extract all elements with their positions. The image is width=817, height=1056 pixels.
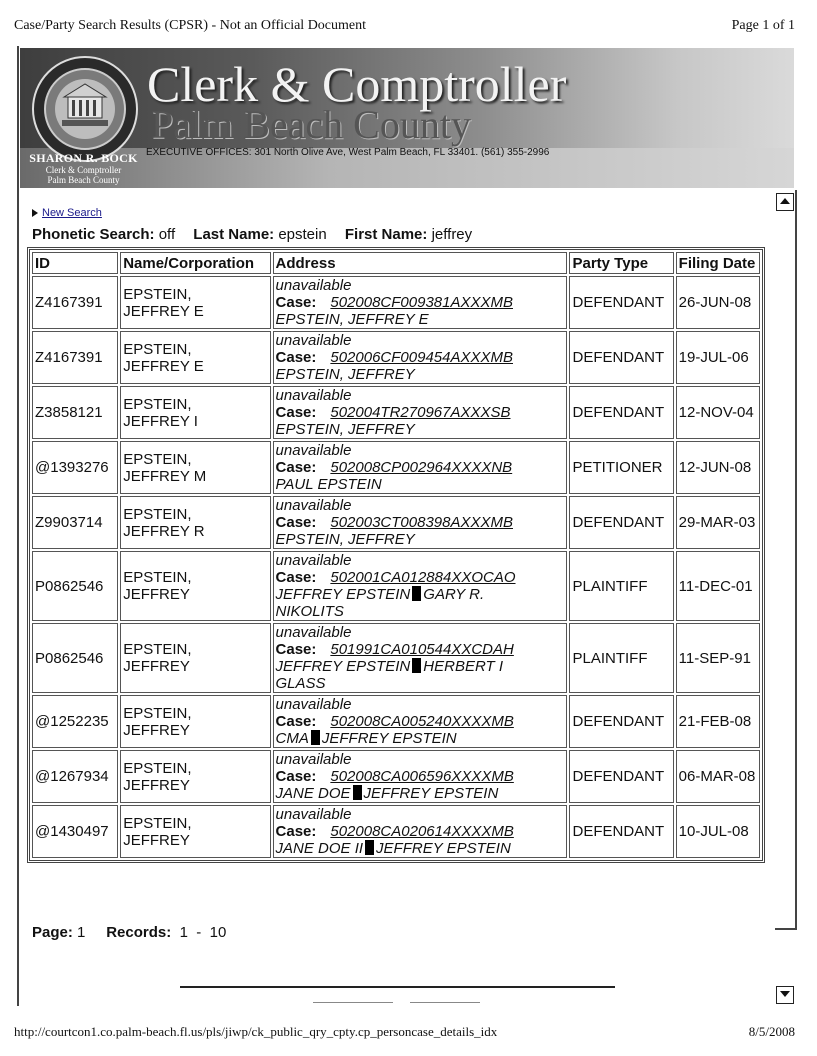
table-row bbox=[32, 496, 760, 549]
table-header-row bbox=[32, 252, 760, 274]
redaction-mark bbox=[412, 586, 421, 601]
case-style-part: JEFFREY EPSTEIN bbox=[321, 730, 457, 747]
name-first: JEFFREY bbox=[123, 776, 190, 794]
case-label: Case: bbox=[275, 514, 317, 531]
case-label: Case: bbox=[275, 713, 317, 730]
page-value: 1 bbox=[77, 924, 86, 941]
case-number-link[interactable]: 502001CA012884XXOCAO bbox=[330, 569, 516, 586]
table-row bbox=[32, 276, 760, 329]
cell-id: Z4167391 bbox=[32, 276, 118, 329]
frame-left-border bbox=[17, 46, 19, 1006]
last-name-label: Last Name: bbox=[193, 226, 275, 243]
case-style-part: JEFFREY EPSTEIN bbox=[376, 840, 511, 857]
cell-id: @1252235 bbox=[32, 695, 118, 748]
redaction-mark bbox=[311, 730, 320, 745]
name-last: EPSTEIN, bbox=[123, 569, 192, 586]
last-name-value: epstein bbox=[278, 226, 327, 243]
phonetic-label: Phonetic Search: bbox=[32, 226, 155, 243]
cell-party-type: DEFENDANT bbox=[569, 496, 673, 549]
name-last: EPSTEIN, bbox=[123, 450, 192, 468]
frame-right-corner bbox=[775, 928, 797, 930]
cell-party-type: PLAINTIFF bbox=[569, 623, 673, 693]
cell-address bbox=[273, 331, 568, 384]
name-first: JEFFREY E bbox=[123, 302, 204, 320]
cell-id: @1267934 bbox=[32, 750, 118, 803]
case-number-link[interactable]: 502004TR270967AXXXSB bbox=[330, 404, 511, 421]
header-address: Address bbox=[273, 252, 568, 274]
records-separator: - bbox=[196, 924, 202, 941]
table-row bbox=[32, 331, 760, 384]
first-name-label: First Name: bbox=[344, 226, 428, 243]
case-style-part: GARY R. bbox=[423, 586, 485, 603]
redaction-mark bbox=[412, 658, 421, 673]
name-last: EPSTEIN, bbox=[123, 814, 192, 832]
search-criteria bbox=[32, 226, 472, 243]
case-style-part: NIKOLITS bbox=[275, 603, 344, 620]
case-label: Case: bbox=[275, 823, 317, 840]
play-arrow-icon bbox=[32, 209, 38, 217]
header-id: ID bbox=[32, 252, 118, 274]
cell-party-type: DEFENDANT bbox=[569, 695, 673, 748]
cell-party-type: DEFENDANT bbox=[569, 331, 673, 384]
address-value: unavailable bbox=[275, 387, 352, 404]
cell-address bbox=[273, 805, 568, 858]
redaction-mark bbox=[365, 840, 374, 855]
table-row bbox=[32, 623, 760, 693]
name-last: EPSTEIN, bbox=[123, 395, 192, 413]
case-label: Case: bbox=[275, 569, 317, 586]
table-row bbox=[32, 750, 760, 803]
cell-id: P0862546 bbox=[32, 551, 118, 621]
cell-filing-date: 12-NOV-04 bbox=[676, 386, 760, 439]
address-value: unavailable bbox=[275, 806, 352, 823]
cell-party-type: PETITIONER bbox=[569, 441, 673, 494]
banner-subtitle: Palm Beach County bbox=[151, 102, 471, 147]
cell-filing-date: 11-SEP-91 bbox=[676, 623, 760, 693]
address-value: unavailable bbox=[275, 332, 352, 349]
frame-right-border bbox=[795, 190, 797, 930]
cell-filing-date: 11-DEC-01 bbox=[676, 551, 760, 621]
case-number-link[interactable]: 502003CT008398AXXXMB bbox=[330, 514, 513, 531]
cell-filing-date: 19-JUL-06 bbox=[676, 331, 760, 384]
cell-id: Z9903714 bbox=[32, 496, 118, 549]
print-document-title: Case/Party Search Results (CPSR) - Not an Official Document bbox=[14, 18, 367, 33]
case-label: Case: bbox=[275, 768, 317, 785]
scroll-up-arrow-icon bbox=[780, 198, 790, 204]
case-label: Case: bbox=[275, 404, 317, 421]
address-value: unavailable bbox=[275, 696, 352, 713]
case-style-part: EPSTEIN, JEFFREY E bbox=[275, 311, 429, 328]
banner-title: Clerk & Comptroller bbox=[147, 56, 567, 112]
address-value: unavailable bbox=[275, 277, 352, 294]
cell-filing-date: 12-JUN-08 bbox=[676, 441, 760, 494]
case-style-part: JANE DOE II bbox=[275, 840, 364, 857]
cell-filing-date: 10-JUL-08 bbox=[676, 805, 760, 858]
cell-name bbox=[120, 496, 270, 549]
header-party-type: Party Type bbox=[569, 252, 673, 274]
redaction-mark bbox=[353, 785, 362, 800]
records-from: 1 bbox=[179, 924, 188, 941]
case-number-link[interactable]: 501991CA010544XXCDAH bbox=[330, 641, 514, 658]
divider bbox=[313, 1002, 393, 1003]
case-style-part: EPSTEIN, JEFFREY bbox=[275, 421, 415, 438]
case-style-part: EPSTEIN, JEFFREY bbox=[275, 531, 415, 548]
case-label: Case: bbox=[275, 641, 317, 658]
print-date: 8/5/2008 bbox=[748, 1024, 795, 1039]
case-style-part: JEFFREY EPSTEIN bbox=[275, 658, 411, 675]
name-last: EPSTEIN, bbox=[123, 285, 192, 303]
cell-id: @1430497 bbox=[32, 805, 118, 858]
first-name-value: jeffrey bbox=[431, 226, 473, 243]
divider bbox=[410, 1002, 480, 1003]
table-row bbox=[32, 441, 760, 494]
cell-party-type: DEFENDANT bbox=[569, 276, 673, 329]
cell-filing-date: 26-JUN-08 bbox=[676, 276, 760, 329]
case-label: Case: bbox=[275, 294, 317, 311]
scroll-down-button[interactable] bbox=[776, 986, 794, 1004]
clerk-name: SHARON R. BOCK bbox=[29, 151, 138, 165]
cell-address bbox=[273, 496, 568, 549]
case-style-part: HERBERT I bbox=[423, 658, 504, 675]
records-to: 10 bbox=[209, 924, 227, 941]
case-number-link[interactable]: 502008CA005240XXXXMB bbox=[330, 713, 514, 730]
name-first: JEFFREY bbox=[123, 831, 190, 849]
header-filing-date: Filing Date bbox=[676, 252, 760, 274]
cell-address bbox=[273, 551, 568, 621]
cell-id: P0862546 bbox=[32, 623, 118, 693]
print-page-number: Page 1 of 1 bbox=[731, 18, 795, 33]
case-style-part: PAUL EPSTEIN bbox=[275, 476, 382, 493]
cell-name bbox=[120, 695, 270, 748]
cell-name bbox=[120, 623, 270, 693]
name-first: JEFFREY bbox=[123, 721, 190, 739]
name-last: EPSTEIN, bbox=[123, 505, 192, 523]
cell-filing-date: 21-FEB-08 bbox=[676, 695, 760, 748]
cell-id: Z3858121 bbox=[32, 386, 118, 439]
cell-name bbox=[120, 551, 270, 621]
table-row bbox=[32, 551, 760, 621]
name-last: EPSTEIN, bbox=[123, 340, 192, 358]
address-value: unavailable bbox=[275, 624, 352, 641]
name-first: JEFFREY R bbox=[123, 522, 205, 540]
cell-address bbox=[273, 750, 568, 803]
cell-address bbox=[273, 441, 568, 494]
case-number-link[interactable]: 502008CP002964XXXXNB bbox=[330, 459, 513, 476]
header-name: Name/Corporation bbox=[120, 252, 270, 274]
cell-filing-date: 29-MAR-03 bbox=[676, 496, 760, 549]
cell-name bbox=[120, 750, 270, 803]
county-seal-icon bbox=[30, 54, 140, 164]
cell-party-type: PLAINTIFF bbox=[569, 551, 673, 621]
scroll-down-arrow-icon bbox=[780, 991, 790, 997]
table-row bbox=[32, 386, 760, 439]
cell-id: Z4167391 bbox=[32, 331, 118, 384]
table-row bbox=[32, 805, 760, 858]
case-number-link[interactable]: 502008CA006596XXXXMB bbox=[330, 768, 514, 785]
case-style-part: JANE DOE bbox=[275, 785, 351, 802]
case-style-part: GLASS bbox=[275, 675, 326, 692]
case-style-part: JEFFREY EPSTEIN bbox=[275, 586, 411, 603]
table-row bbox=[32, 695, 760, 748]
name-last: EPSTEIN, bbox=[123, 704, 192, 722]
cell-address bbox=[273, 386, 568, 439]
cell-name bbox=[120, 331, 270, 384]
cell-name bbox=[120, 386, 270, 439]
name-first: JEFFREY E bbox=[123, 357, 204, 375]
address-value: unavailable bbox=[275, 497, 352, 514]
results-table bbox=[27, 247, 765, 863]
clerk-county: Palm Beach County bbox=[47, 175, 120, 185]
pager bbox=[32, 924, 226, 941]
case-style-part: JEFFREY EPSTEIN bbox=[363, 785, 499, 802]
cell-name bbox=[120, 441, 270, 494]
name-last: EPSTEIN, bbox=[123, 759, 192, 777]
cell-name bbox=[120, 805, 270, 858]
case-number-link[interactable]: 502008CF009381AXXXMB bbox=[330, 294, 513, 311]
cell-party-type: DEFENDANT bbox=[569, 750, 673, 803]
cell-id: @1393276 bbox=[32, 441, 118, 494]
new-search-link[interactable] bbox=[32, 207, 102, 219]
case-number-link[interactable]: 502006CF009454AXXXMB bbox=[330, 349, 513, 366]
print-url: http://courtcon1.co.palm-beach.fl.us/pls/jiwp/ck_public_qry_cpty.cp_personcase_details_idx bbox=[14, 1024, 498, 1039]
executive-offices-address: EXECUTIVE OFFICES: 301 North Olive Ave, West Palm Beach, FL 33401. (561) 355-2996 bbox=[146, 147, 550, 158]
new-search-label: New Search bbox=[42, 207, 102, 219]
case-label: Case: bbox=[275, 349, 317, 366]
case-style-part: EPSTEIN, JEFFREY bbox=[275, 366, 415, 383]
cell-filing-date: 06-MAR-08 bbox=[676, 750, 760, 803]
case-number-link[interactable]: 502008CA020614XXXXMB bbox=[330, 823, 514, 840]
cell-address bbox=[273, 276, 568, 329]
name-first: JEFFREY bbox=[123, 658, 190, 675]
address-value: unavailable bbox=[275, 442, 352, 459]
page-label: Page: bbox=[32, 924, 73, 941]
address-value: unavailable bbox=[275, 751, 352, 768]
name-first: JEFFREY bbox=[123, 586, 190, 603]
name-last: EPSTEIN, bbox=[123, 641, 192, 658]
cell-name bbox=[120, 276, 270, 329]
cell-party-type: DEFENDANT bbox=[569, 386, 673, 439]
phonetic-value: off bbox=[158, 226, 176, 243]
name-first: JEFFREY M bbox=[123, 467, 207, 485]
divider bbox=[180, 986, 615, 988]
clerk-title: Clerk & Comptroller bbox=[45, 165, 122, 175]
address-value: unavailable bbox=[275, 552, 352, 569]
case-label: Case: bbox=[275, 459, 317, 476]
case-style-part: CMA bbox=[275, 730, 309, 747]
scroll-up-button[interactable] bbox=[776, 193, 794, 211]
clerk-banner bbox=[20, 48, 794, 188]
cell-address bbox=[273, 623, 568, 693]
records-label: Records: bbox=[106, 924, 172, 941]
cell-party-type: DEFENDANT bbox=[569, 805, 673, 858]
name-first: JEFFREY I bbox=[123, 412, 198, 430]
cell-address bbox=[273, 695, 568, 748]
